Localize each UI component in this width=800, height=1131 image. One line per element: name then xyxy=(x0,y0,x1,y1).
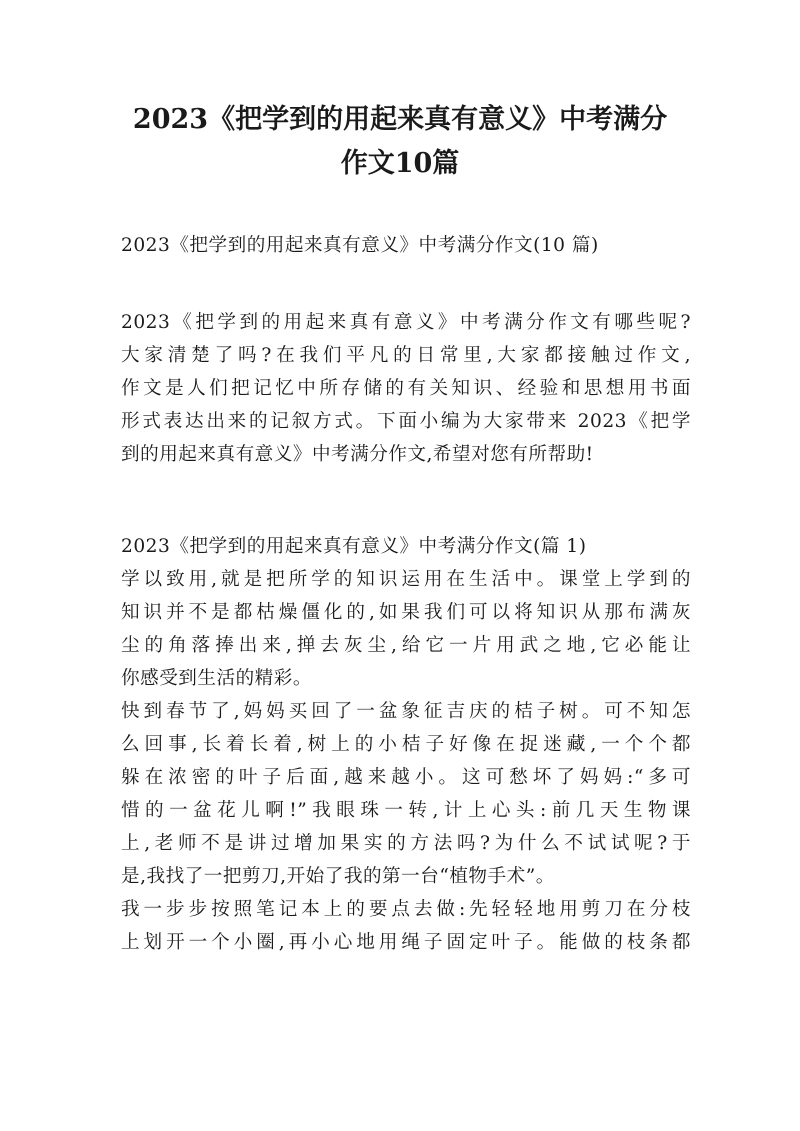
intro-line-5: 到的用起来真有意义》中考满分作文,希望对您有所帮助! xyxy=(121,444,594,465)
body-line-8: 惜的一盆花儿啊!”我眼珠一转,计上心头:前几天生物课 xyxy=(121,800,691,821)
intro-line-1: 2023《把学到的用起来真有意义》中考满分作文有哪些呢? xyxy=(121,312,691,333)
body-line-4: 你感受到生活的精彩。 xyxy=(121,668,312,689)
body-line-9: 上,老师不是讲过增加果实的方法吗?为什么不试试呢?于 xyxy=(121,833,691,854)
body-line-1: 学以致用,就是把所学的知识运用在生活中。课堂上学到的 xyxy=(121,569,691,590)
body-line-3: 尘的角落捧出来,掸去灰尘,给它一片用武之地,它必能让 xyxy=(121,635,691,656)
body-line-5: 快到春节了,妈妈买回了一盆象征吉庆的桔子树。可不知怎 xyxy=(121,701,691,722)
section-heading-1: 2023《把学到的用起来真有意义》中考满分作文(篇 1) xyxy=(121,536,587,557)
subtitle-line: 2023《把学到的用起来真有意义》中考满分作文(10 篇) xyxy=(121,235,599,256)
intro-line-2: 大家清楚了吗?在我们平凡的日常里,大家都接触过作文, xyxy=(121,345,691,366)
body-line-7: 躲在浓密的叶子后面,越来越小。这可愁坏了妈妈:“多可 xyxy=(121,767,691,788)
body-line-12: 上划开一个小圈,再小心地用绳子固定叶子。能做的枝条都 xyxy=(121,932,691,953)
body-line-10: 是,我找了一把剪刀,开始了我的第一台“植物手术”。 xyxy=(121,866,555,887)
intro-line-4: 形式表达出来的记叙方式。下面小编为大家带来 2023《把学 xyxy=(121,411,691,432)
body-line-2: 知识并不是都枯燥僵化的,如果我们可以将知识从那布满灰 xyxy=(121,602,691,623)
body-line-11: 我一步步按照笔记本上的要点去做:先轻轻地用剪刀在分枝 xyxy=(121,899,691,920)
document-title-line-1: 2023《把学到的用起来真有意义》中考满分 xyxy=(132,104,668,135)
document-title-line-2: 作文10篇 xyxy=(340,148,460,179)
intro-line-3: 作文是人们把记忆中所存储的有关知识、经验和思想用书面 xyxy=(121,378,691,399)
body-line-6: 么回事,长着长着,树上的小桔子好像在捉迷藏,一个个都 xyxy=(121,734,691,755)
